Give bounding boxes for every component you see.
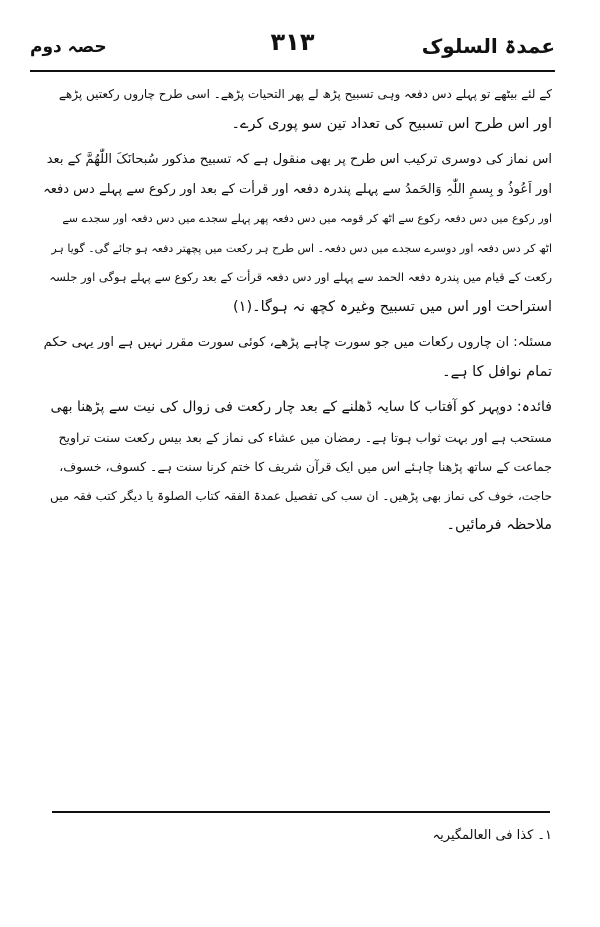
text-line: کے لئے بیٹھے تو پہلے دس دفعہ وہی تسبیح پڑھ لے پھر التحیات پڑھے۔ اسی طرح چاروں رکعتیں پڑھے [58, 87, 552, 101]
paragraph-masala [42, 328, 552, 387]
text-line: تمام نوافل کا ہے۔ [442, 363, 552, 380]
text-line: حاجت، خوف کی نماز بھی پڑھیں۔ ان سب کی تفصیل عمدۃ الفقہ کتاب الصلوۃ یا دیگر کتب فقہ میں [49, 488, 552, 503]
text-line: اٹھ کر دس دفعہ اور دوسرے سجدے میں دس دفعہ۔ اس طرح ہر رکعت میں پچھتر دفعہ ہو جائے گی۔ گویا ہر [51, 241, 552, 255]
text-line: فائدہ: دوپہر کو آفتاب کا سایہ ڈھلنے کے بعد چار رکعت فی زوال کی نیت سے پڑھنا بھی [50, 399, 552, 415]
footnote: ۱۔ کذا فی العالمگیریہ [432, 828, 552, 843]
text-line: اور رکوع میں دس دفعہ رکوع سے اٹھ کر قومہ میں دس دفعہ پھر پہلے سجدے میں دس دفعہ اور سجدے سے [62, 212, 552, 225]
text-line: رکعت کے قیام میں پندرہ دفعہ الحمد سے پہلے اور دس دفعہ قرأت کے بعد رکوع سے پہلے ہوگی اور جلسہ [49, 270, 552, 284]
text-line: استراحت اور اس میں تسبیح وغیرہ کچھ نہ ہوگا۔(۱) [232, 298, 552, 315]
text-line: مستحب ہے اور بہت ثواب ہوتا ہے۔ رمضان میں عشاء کی نماز کے بعد بیس رکعت سنت تراویح [58, 429, 552, 445]
text-line: مسئلہ: ان چاروں رکعات میں جو سورت چاہے پڑھے، کوئی سورت مقرر نہیں ہے اور یہی حکم [43, 335, 552, 350]
page-number: ۳۱۳ [270, 28, 315, 56]
paragraph-2 [42, 145, 552, 322]
text-line: اور اَعُوذُ و بِسمِ اللّٰہِ وَالحَمدُ سے پہلے پندرہ دفعہ اور قرأت کے بعد اور رکوع سے پہلے دس دفعہ [43, 181, 552, 197]
text-line: جماعت کے ساتھ پڑھنا چاہئے اس میں ایک قرآن شریف کا ختم کرنا سنت ہے۔ کسوف، خسوف، [59, 459, 552, 474]
book-title: عمدۃ السلوک [421, 34, 555, 58]
paragraph-faida [42, 393, 552, 541]
paragraph-1 [42, 80, 552, 139]
page-body [42, 80, 552, 547]
volume-label: حصہ دوم [30, 37, 107, 57]
page-header [30, 28, 555, 68]
text-line: ملاحظہ فرمائیں۔ [446, 517, 552, 533]
header-divider [30, 70, 555, 72]
text-line: اور اس طرح اس تسبیح کی تعداد تین سو پوری کرے۔ [231, 115, 552, 132]
text-line: اس نماز کی دوسری ترکیب اس طرح پر بھی منقول ہے کہ تسبیح مذکور سُبحانَکَ اللّٰھُمَّ کے بعد [46, 152, 552, 167]
footnote-divider [52, 811, 550, 813]
